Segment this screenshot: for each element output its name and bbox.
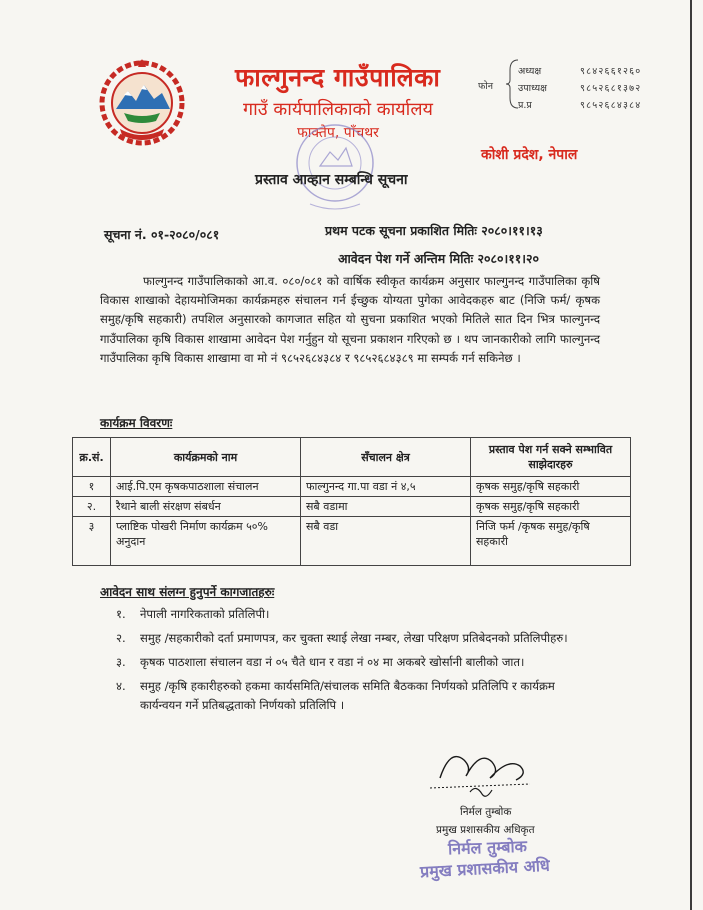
documents-heading: आवेदन साथ संलग्न हुनुपर्ने कागजातहरुः	[100, 585, 275, 599]
table-cell: ३	[73, 517, 111, 566]
program-heading: कार्यक्रम विवरणः	[100, 416, 173, 430]
list-item	[116, 629, 596, 648]
table-cell: कृषक समुह/कृषि सहकारी	[471, 477, 631, 497]
phone-number: ९८५२६८१३७२	[580, 83, 642, 94]
table-row	[73, 477, 631, 497]
phone-number: ९८५२६८४३८४	[580, 100, 642, 111]
list-number: ४.	[116, 679, 126, 693]
table-cell: निजि फर्म /कृषक समुह/कृषि सहकारी	[471, 517, 631, 566]
list-text: समुह /सहकारीको दर्ता प्रमाणपत्र, कर चुक्ता स्थाई लेखा नम्बर, लेखा परिक्षण प्रतिबेदनको प्रतिलिपीहरु।	[140, 631, 568, 645]
table-cell: आई.पि.एम कृषकपाठशाला संचालन	[111, 477, 301, 497]
phone-row-cao	[518, 98, 688, 111]
documents-list	[116, 605, 596, 720]
list-item	[116, 677, 596, 715]
table-cell: कृषक समुह/कृषि सहकारी	[471, 497, 631, 517]
table-header-cell: सँचालन क्षेत्र	[301, 438, 471, 477]
table-cell: प्लाष्टिक पोखरी निर्माण कार्यक्रम ५०% अनुदान	[111, 517, 301, 566]
phone-row-chairman	[518, 64, 688, 77]
phone-role: अध्यक्ष	[518, 66, 542, 77]
office-location: फाक्तेप, पाँचथर	[297, 125, 379, 141]
scan-edge-line	[690, 0, 692, 910]
list-item	[116, 653, 596, 672]
signatory-name: निर्मल तुम्बोक	[460, 806, 512, 818]
phone-row-vice-chairman	[518, 81, 688, 94]
signatory-title: प्रमुख प्रशासकीय अधिकृत	[436, 824, 535, 836]
notice-body: फाल्गुनन्द गाउँपालिकाको आ.व. ०८०/०८१ को वार्षिक स्वीकृत कार्यक्रम अनुसार फाल्गुनन्द गाउँपालिका कृषि विकास शाखाको देहायमोजिमका कार्यक्रमहरु संचालन गर्न ईच्छुक योग्यता पुगेका आवेदकहरु बाट (निजि फर्म/ कृषक समुह/कृषि सहकारी) तपशिल अनुसारको कागजात सहित यो सुचना प्रकाशित भएको मितिले सात दिन भित्र फाल्गुनन्द गाउँपालिका कृषि विकास शाखामा आवेदन पेश गर्नुहुन यो सूचना प्रकाशन गरिएको छ । थप जानकारीको लागि फाल्गुनन्द गाउँपालिका कृषि विकास शाखामा वा मो नं ९८५२६८४३८४ र ९८५२६८४३८९ मा सम्पर्क गर्न सकिनेछ ।	[100, 274, 600, 365]
table-row	[73, 517, 631, 566]
table-header-cell: प्रस्ताव पेश गर्न सक्ने सम्भावित साझेदारहरु	[471, 438, 631, 477]
office-seal-stamp	[290, 118, 380, 218]
list-text: नेपाली नागरिकताको प्रतिलिपी।	[140, 607, 270, 621]
deadline-date: आवेदन पेश गर्ने अन्तिम मितिः २०८०।११।२०	[338, 251, 539, 266]
municipality-title: फाल्गुनन्द गाउँपालिका	[235, 63, 441, 92]
stamp-name: निर्मल तुम्बोक	[447, 836, 528, 859]
published-date: प्रथम पटक सूचना प्रकाशित मितिः २०८०।११।१३	[325, 223, 543, 238]
list-item	[116, 605, 596, 624]
list-text: समुह /कृषि हकारीहरुको हकमा कार्यसमिति/संचालक समिति बैठकका निर्णयको प्रतिलिपि र कार्यक्रम कार्यन्वयन गर्ने प्रतिबद्धताको निर्णयको प्रतिलिपि ।	[140, 679, 555, 712]
phone-number: ९८४२६६१२६०	[580, 66, 642, 77]
table-cell: रैथाने बाली संरक्षण संबर्धन	[111, 497, 301, 517]
handwritten-signature	[420, 738, 540, 808]
table-cell: सबै वडा	[301, 517, 471, 566]
table-cell: फाल्गुनन्द गा.पा वडा नं ४,५	[301, 477, 471, 497]
notice-subject: प्रस्ताव आव्हान सम्बन्धि सूचना	[255, 172, 408, 188]
table-header-row	[73, 438, 631, 477]
nepal-emblem-logo	[94, 55, 190, 147]
list-number: १.	[116, 607, 126, 621]
table-cell: २.	[73, 497, 111, 517]
notice-number: सूचना नं. ०१-२०८०/०८१	[104, 227, 220, 242]
list-number: २.	[116, 631, 126, 645]
table-header-cell: कार्यक्रमको नाम	[111, 438, 301, 477]
office-subtitle: गाउँ कार्यपालिकाको कार्यालय	[243, 99, 433, 120]
phone-role: प्र.प्र	[518, 100, 532, 111]
table-cell: सबै वडामा	[301, 497, 471, 517]
stamp-title: प्रमुख प्रशासकीय अधि	[419, 855, 551, 882]
list-text: कृषक पाठशाला संचालन वडा नं ०५ चैते धान र वडा नं ०४ मा अकबरे खोर्सानी बालीको जात।	[140, 655, 525, 669]
province-label: कोशी प्रदेश, नेपाल	[481, 147, 578, 163]
table-header-cell: क्र.सं.	[73, 438, 111, 477]
phone-role: उपाध्यक्ष	[518, 83, 547, 94]
list-number: ३.	[116, 655, 126, 669]
program-table	[72, 437, 631, 566]
table-cell: १	[73, 477, 111, 497]
phone-label: फोन	[478, 81, 494, 92]
table-row	[73, 497, 631, 517]
